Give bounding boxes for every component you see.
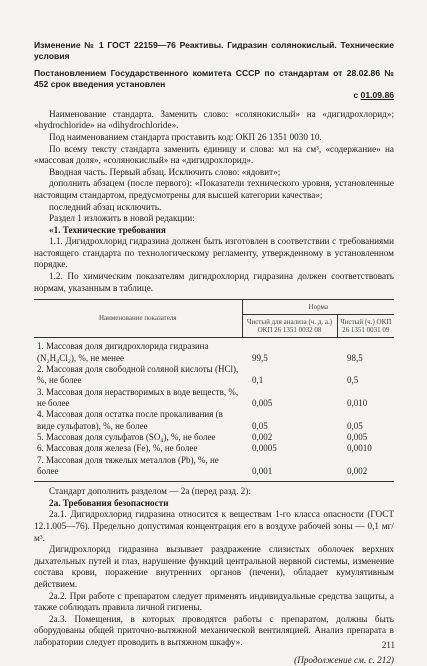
effective-date-value: 01.09.86 bbox=[360, 89, 394, 100]
column-header-name: Наименование показателя bbox=[34, 300, 242, 338]
table-row: 3. Массовая доля нерастворимых в воде веществ, %, не более 0,005 0,010 bbox=[37, 386, 368, 408]
paragraph: Стандарт дополнить разделом — 2а (перед разд. 2): bbox=[49, 486, 251, 497]
section-heading: «1. Технические требования bbox=[49, 224, 166, 235]
page-number: 211 bbox=[381, 640, 395, 650]
norms-table bbox=[34, 299, 394, 482]
effective-date: с 01.09.86 bbox=[353, 89, 394, 100]
table-row: 1. Массовая доля дигидрохлорида гидразина (N₂H₄Cl₂), %, не менее 99,5 98,5 bbox=[37, 341, 363, 363]
table-row: 7. Массовая доля тяжелых металлов (Pb), %, не более 0,001 0,002 bbox=[37, 454, 368, 476]
paragraph: 2а.1. Дигидрохлорид гидразина относится к веществам 1-го класса опасности (ГОСТ 12.1.005—76). Предельно допустимая концентрация его в воздухе рабочей зоны — 0,1 мг/м³. bbox=[34, 509, 394, 543]
decree-line: Постановлением Государственного комитета СССР по стандартам от 28.02.86 № 452 срок введения установлен bbox=[34, 68, 394, 90]
paragraph: Под наименованием стандарта проставить код: ОКП 26 1351 0030 10. bbox=[49, 131, 322, 142]
paragraph: последний абзац исключить. bbox=[49, 201, 162, 212]
paragraph: Раздел 1 изложить в новой редакции: bbox=[49, 213, 195, 224]
amendment-title: Изменение № 1 ГОСТ 22159—76 Реактивы. Гидразин солянокислый. Технические условия bbox=[34, 40, 394, 61]
table-row: 2. Массовая доля свободной соляной кислоты (HCl), %, не более 0,1 0,5 bbox=[37, 364, 359, 386]
paragraph: 2а.3. Помещения, в которых проводятся работы с препаратом, должны быть оборудованы общей приточно-вытяжной механической вентиляцией. Анализ препарата в лаборатории следует проводить в вытяжном шкафу». bbox=[34, 613, 394, 648]
paragraph: дополнить абзацем (после первого): «Показатели технического уровня, установленные настоящим стандартом, предусмотрены для высшей категории качества»; bbox=[34, 178, 394, 200]
section-heading: 2а. Требования безопасности bbox=[49, 497, 169, 508]
paragraph: Дигидрохлорид гидразина вызывает раздражение слизистых оболочек верхних дыхательных путей и глаз, нарушение функций центральной нервной системы, изменение состава крови, поражение внутренних органов (печени), обладает кумулятивным действием. bbox=[34, 544, 394, 590]
column-header-norm: Норма bbox=[242, 300, 394, 315]
table-row: 5. Массовая доля сульфатов (SO₄), %, не более 0,002 0,005 bbox=[37, 431, 368, 442]
column-header-grade-2: Чистый (ч.) ОКП 26 1351 0031 09 bbox=[337, 315, 394, 338]
continued-note: (Продолжение см. с. 212) bbox=[294, 654, 394, 665]
paragraph: Наименование стандарта. Заменить слово: «солянокислый» на «дигидрохлорид»; «hydrochloride» на «dihydrochloride». bbox=[34, 108, 394, 131]
paragraph: 2а.2. При работе с препаратом следует применять индивидуальные средства защиты, а также соблюдать правила личной гигиены. bbox=[34, 590, 394, 613]
paragraph: 1.1. Дигидрохлорид гидразина должен быть изготовлен в соответствии с требованиями настоящего стандарта по технологическому регламенту, утвержденному в установленном порядке. bbox=[34, 236, 394, 270]
column-header-grade-1: Чистый для анализа (ч. д. а.) ОКП 26 1351 0032 08 bbox=[242, 315, 337, 338]
table-row: 6. Массовая доля железа (Fe), %, не более 0,0005 0,0010 bbox=[37, 443, 372, 454]
table-row: 4. Массовая доля остатка после прокаливания (в виде сульфатов), %, не более 0,05 0,05 bbox=[37, 409, 363, 431]
document-page bbox=[34, 40, 394, 666]
paragraph: По всему тексту стандарта заменить единицу и слова: мл на см³, «содержание» на «массовая доля», «солянокислый» на «дигидрохлорид». bbox=[34, 143, 394, 166]
paragraph: 1.2. По химическим показателям дигидрохлорид гидразина должен соответствовать нормам, указанным в таблице. bbox=[34, 271, 394, 293]
paragraph: Вводная часть. Первый абзац. Исключить слово: «ядовит»; bbox=[49, 166, 281, 177]
